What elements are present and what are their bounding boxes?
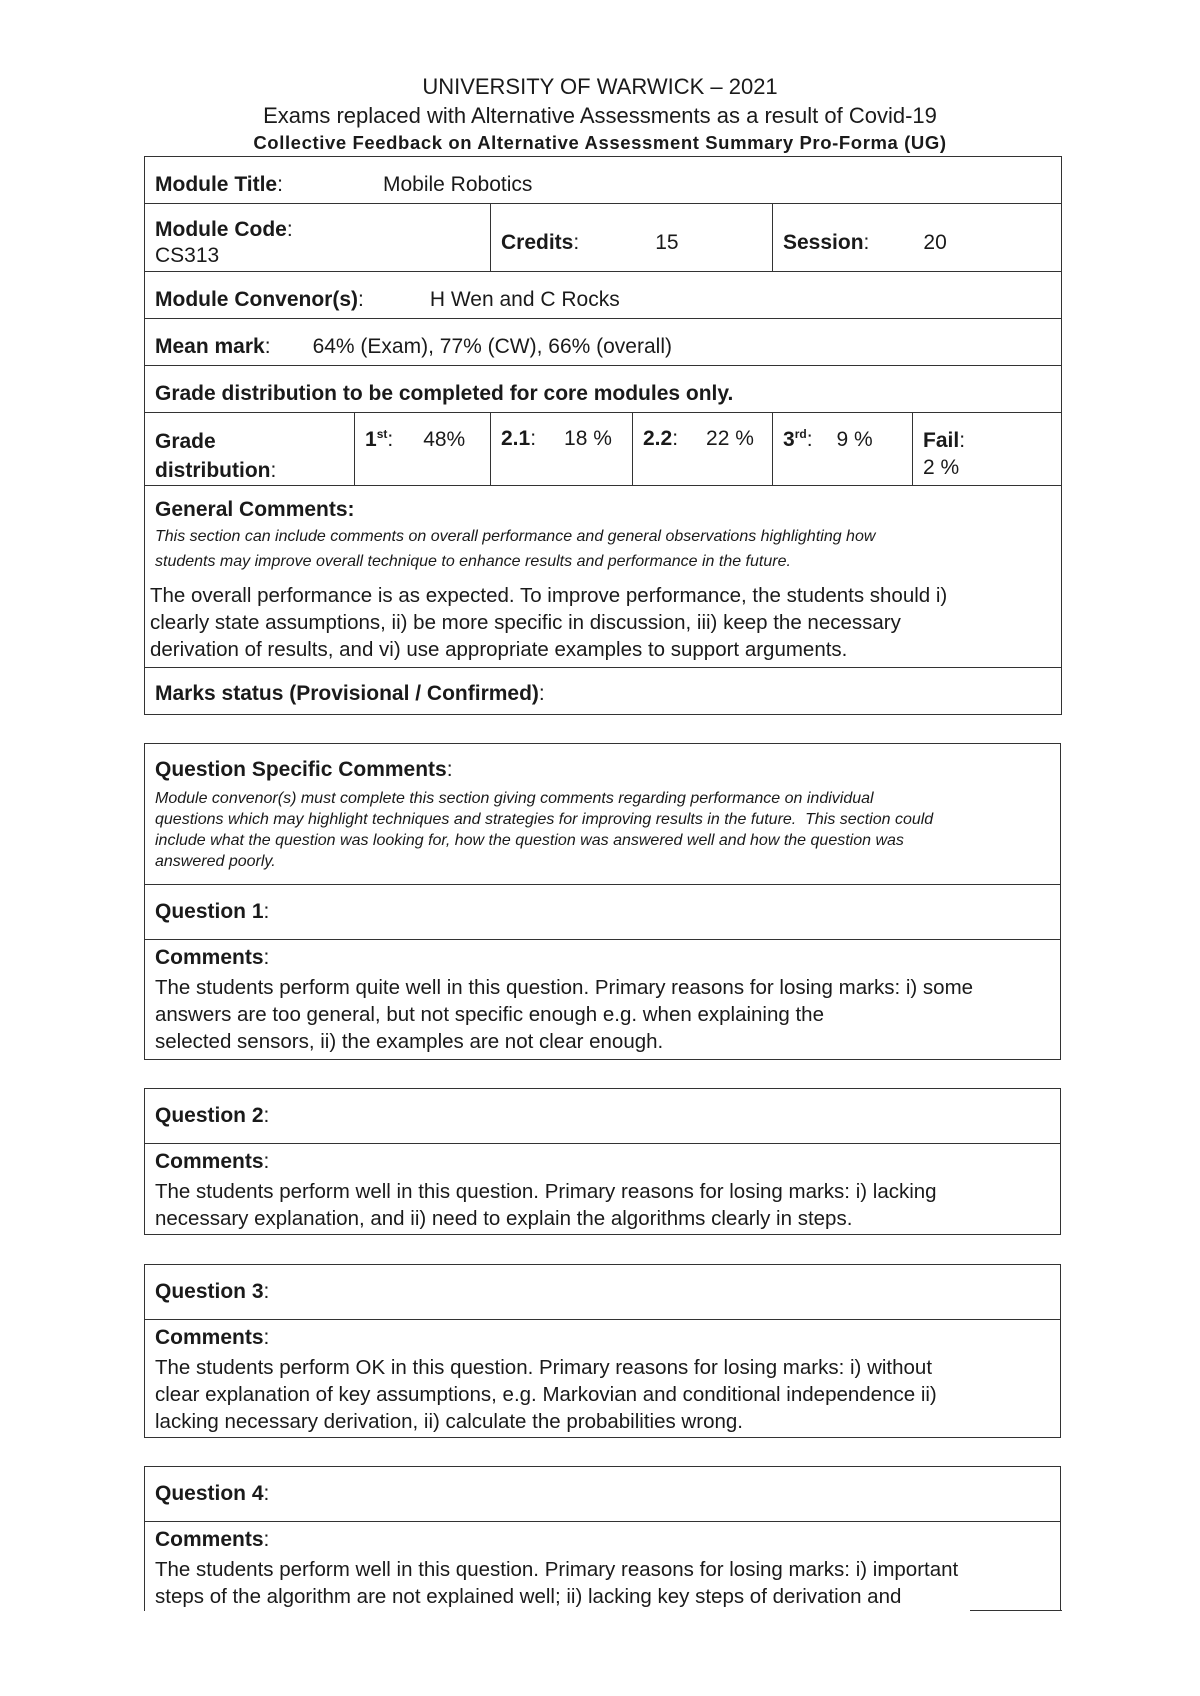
question-1-line-3: selected sensors, ii) the examples are not clear enough. xyxy=(155,1030,664,1053)
convenor-value: H Wen and C Rocks xyxy=(429,288,620,311)
third-label: 3 xyxy=(783,428,795,451)
credits-label: Credits xyxy=(501,231,574,254)
question2-table xyxy=(144,1088,1061,1235)
grade-distribution-label-cell: Grade distribution: xyxy=(145,413,355,486)
credits-value: 15 xyxy=(655,231,679,254)
grade-upper-second-cell: 2.1: 18 % xyxy=(491,413,633,486)
question-4-row: Question 4: xyxy=(145,1467,1061,1522)
mean-mark-label: Mean mark xyxy=(155,335,265,358)
comments-label: Comments xyxy=(155,946,264,969)
subtitle-heading: Exams replaced with Alternative Assessments as a result of Covid-19 xyxy=(263,103,937,128)
question-2-label: Question 2 xyxy=(155,1104,264,1127)
grade-third-cell: 3rd: 9 % xyxy=(773,413,913,486)
session-value: 20 xyxy=(923,231,947,254)
upper-second-value: 18 % xyxy=(564,427,612,450)
module-title-value: Mobile Robotics xyxy=(382,173,533,196)
marks-status-row: Marks status (Provisional / Confirmed): xyxy=(145,668,1062,715)
question-3-line-1: The students perform OK in this question. Primary reasons for losing marks: i) without xyxy=(155,1356,933,1379)
credits-cell: Credits: 15 xyxy=(491,204,773,272)
general-comments-line-3: derivation of results, and vi) use appropriate examples to support arguments. xyxy=(150,638,848,661)
grade-first-cell: 1st: 48% xyxy=(355,413,491,486)
third-sup: rd xyxy=(794,427,807,441)
question-3-line-3: lacking necessary derivation, ii) calculate the probabilities wrong. xyxy=(155,1410,743,1433)
question-specific-label: Question Specific Comments xyxy=(155,758,447,781)
module-code-label: Module Code xyxy=(155,218,287,241)
question-help-2: questions which may highlight techniques and strategies for improving results in the future. This section could xyxy=(155,811,934,828)
question-1-line-1: The students perform quite well in this question. Primary reasons for losing marks: i) some xyxy=(155,976,974,999)
question-1-comments-cell: Comments: The students perform quite well in this question. Primary reasons for losing marks: i) some answers are too general, but not specific enough e.g. when explaining the selected sensors, ii) the examples are not clear enough. xyxy=(145,940,1061,1060)
question1-table xyxy=(144,743,1061,1060)
convenor-label: Module Convenor(s) xyxy=(155,288,358,311)
comments-label: Comments xyxy=(155,1326,264,1349)
comments-label: Comments xyxy=(155,1150,264,1173)
question-4-line-2: steps of the algorithm are not explained well; ii) lacking key steps of derivation and xyxy=(155,1585,902,1608)
question-1-line-2: answers are too general, but not specific enough e.g. when explaining the xyxy=(155,1003,824,1026)
question-help-1: Module convenor(s) must complete this section giving comments regarding performance on individual xyxy=(155,790,874,807)
question3-table xyxy=(144,1264,1061,1438)
general-comments-help-1: This section can include comments on overall performance and general observations highlighting how xyxy=(155,528,876,545)
grade-lower-second-cell: 2.2: 22 % xyxy=(633,413,773,486)
grade-label-line1: Grade xyxy=(155,430,216,453)
first-value: 48% xyxy=(423,428,466,451)
general-comments-line-2: clearly state assumptions, ii) be more specific in discussion, iii) keep the necessary xyxy=(150,611,901,634)
module-title-row: Module Title: Mobile Robotics xyxy=(145,157,1062,204)
question-4-label: Question 4 xyxy=(155,1482,264,1505)
module-code-cell: Module Code: CS313 xyxy=(145,204,491,272)
convenor-row: Module Convenor(s): H Wen and C Rocks xyxy=(145,272,1062,319)
summary-table xyxy=(144,156,1062,715)
question-3-line-2: clear explanation of key assumptions, e.g. Markovian and conditional independence ii) xyxy=(155,1383,937,1406)
general-comments-line-1: The overall performance is as expected. To improve performance, the students should i) xyxy=(150,584,948,607)
grade-fail-cell: Fail: 2 % xyxy=(913,413,1062,486)
session-label: Session xyxy=(783,231,864,254)
general-comments-label: General Comments: xyxy=(155,498,355,521)
module-title-label: Module Title xyxy=(155,173,278,196)
university-heading: UNIVERSITY OF WARWICK – 2021 xyxy=(422,74,778,99)
grade-note: Grade distribution to be completed for core modules only. xyxy=(145,366,1062,413)
mean-mark-row: Mean mark: 64% (Exam), 77% (CW), 66% (overall) xyxy=(145,319,1062,366)
question-2-line-2: necessary explanation, and ii) need to explain the algorithms clearly in steps. xyxy=(155,1207,853,1230)
upper-second-label: 2.1 xyxy=(501,427,531,450)
lower-second-value: 22 % xyxy=(706,427,754,450)
general-comments-help-2: students may improve overall technique to enhance results and performance in the future. xyxy=(155,553,791,570)
question-help-4: answered poorly. xyxy=(155,853,276,870)
fail-label: Fail xyxy=(923,429,960,452)
question-1-label: Question 1 xyxy=(155,900,264,923)
question4-table xyxy=(144,1466,1061,1611)
question-4-line-1: The students perform well in this question. Primary reasons for losing marks: i) important xyxy=(155,1558,959,1581)
question-2-row: Question 2: xyxy=(145,1089,1061,1144)
marks-status-label: Marks status (Provisional / Confirmed) xyxy=(155,682,539,705)
first-sup: st xyxy=(376,427,388,441)
third-value: 9 % xyxy=(836,428,873,451)
lower-second-label: 2.2 xyxy=(643,427,673,450)
first-label: 1 xyxy=(365,428,377,451)
general-comments-cell xyxy=(145,486,1062,668)
fail-value: 2 % xyxy=(923,456,960,479)
module-code-value: CS313 xyxy=(155,244,220,267)
question-1-row: Question 1: xyxy=(145,885,1061,940)
question-2-comments-cell: Comments: The students perform well in this question. Primary reasons for losing marks: i) lacking necessary explanation, and ii) need to explain the algorithms clearly in steps. xyxy=(145,1144,1061,1235)
question-3-label: Question 3 xyxy=(155,1280,264,1303)
session-cell: Session: 20 xyxy=(773,204,1062,272)
question-help-3: include what the question was looking for, how the question was answered well and how the question was xyxy=(155,832,904,849)
mean-mark-value: 64% (Exam), 77% (CW), 66% (overall) xyxy=(312,335,672,358)
grade-label-line2: distribution xyxy=(155,459,271,482)
comments-label: Comments xyxy=(155,1528,264,1551)
form-title: Collective Feedback on Alternative Assessment Summary Pro-Forma (UG) xyxy=(253,132,947,153)
question-4-bottom-rule xyxy=(970,1610,1062,1611)
question-4-comments-cell: Comments: The students perform well in this question. Primary reasons for losing marks: i) important steps of the algorithm are not explained well; ii) lacking key steps of derivation and xyxy=(145,1522,1061,1611)
question-3-row: Question 3: xyxy=(145,1265,1061,1320)
question-2-line-1: The students perform well in this question. Primary reasons for losing marks: i) lacking xyxy=(155,1180,937,1203)
question-3-comments-cell: Comments: The students perform OK in this question. Primary reasons for losing marks: i) without clear explanation of key assumptions, e.g. Markovian and conditional independence ii) lacking necessary derivation, ii) calculate the probabilities wrong. xyxy=(145,1320,1061,1438)
question-specific-cell: Question Specific Comments: Module convenor(s) must complete this section giving comments regarding performance on individual questions which may highlight techniques and strategies for improving results in the future. This section could include what the question was looking for, how the question was answered well and how the question was answered poorly. xyxy=(145,744,1061,885)
